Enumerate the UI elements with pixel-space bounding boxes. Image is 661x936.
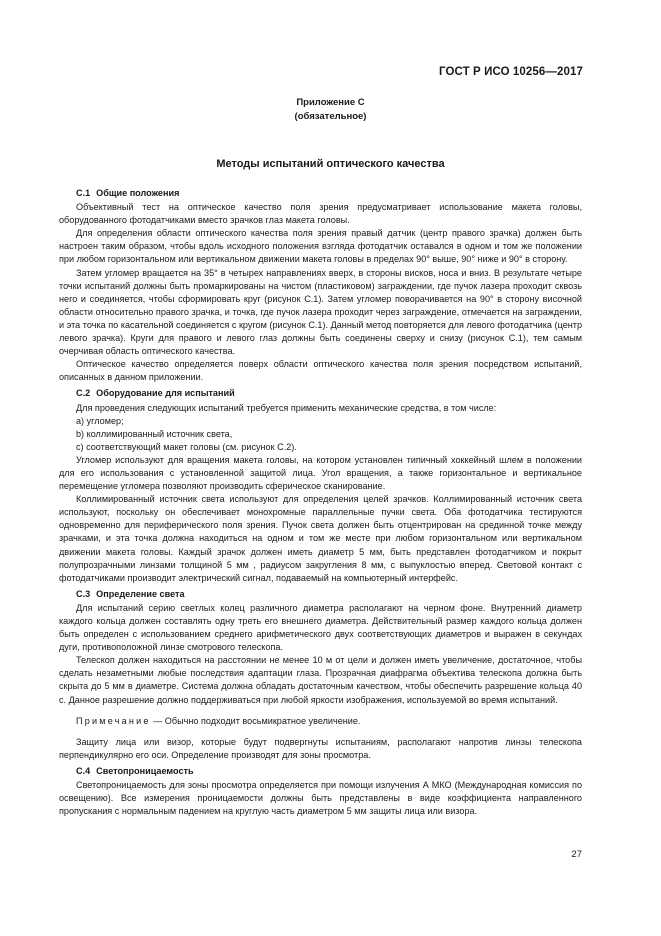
paragraph: Для испытаний серию светлых колец различного диаметра располагают на черном фоне. Внутренний диаметр каждого кольца должен составлять одну треть его внешнего диаметра. Действительный размер каждого кольца должен быть определен с использованием среднего арифметического двух соответствующих диаметров и выражен в секундах дуги, противоположной линзе смотрового телескопа. bbox=[59, 602, 582, 653]
section-number: С.2 bbox=[76, 388, 91, 399]
paragraph: Для проведения следующих испытаний требуется применить механические средства, в том числе: bbox=[76, 402, 497, 413]
section-number: С.4 bbox=[76, 765, 91, 776]
paragraph: Защиту лица или визор, которые будут подвергнуты испытаниям, располагают напротив линзы телескопа перпендикулярно его оси. Определение производят для зоны просмотра. bbox=[59, 736, 582, 760]
paragraph: Затем угломер вращается на 35° в четырех направлениях вверх, в стороны висков, носа и вниз. В результате четыре точки испытаний должны быть промаркированы на чистом (пластиковом) заграждении, где пучок лазера проходит сквозь него и соединяется, чтобы сформировать круг (рисунок С.1). Затем угломер поворачивается на 90° в сторону височной области относительно правого зрачка, и точка, где пучок лазера проходит через заграждение, отмечается на заграждении, и эта точка по касательной соединяется с кругом (рисунок С.1). Данный метод повторяется для левого фотодатчика (центр левого зрачка). Круги для правого и левого глаз должны быть соединены сверху и снизу (рисунок С.1), тем самым очерчивая область оптического качества. bbox=[59, 267, 582, 357]
section-number: С.1 bbox=[76, 188, 91, 198]
list-item: b) коллимированный источник света, bbox=[76, 428, 233, 439]
paragraph: Угломер используют для вращения макета головы, на котором установлен типичный хоккейный шлем в положении для его использования с установленной защитой лица. Угол вращения, а также горизонтальное и вертикальное перемещение угломера позволяют производить сферическое сканирование. bbox=[59, 454, 582, 492]
section-heading-c1 bbox=[59, 187, 582, 200]
paragraph: Телескоп должен находиться на расстоянии не менее 10 м от цели и должен иметь увеличение, достаточное, чтобы сделать незаметными любые последствия адаптации глаза. Прозрачная диафрагма объектива телескопа должна быть скрыта до 5 мм в диаметре. Система должна обладать достаточным качеством, чтобы обеспечить разрешение кольца 40 с. Данное разрешение должно поддерживаться при любой яркости изображения, используемой во время испытаний. bbox=[59, 655, 582, 705]
section-title: Общие положения bbox=[96, 188, 180, 198]
appendix-status: (обязательное) bbox=[294, 111, 367, 122]
section-title: Определение света bbox=[96, 588, 185, 599]
paragraph: Коллимированный источник света используют для определения целей зрачков. Коллимированный источник света используют, поскольку он обеспечивает монохромные параллельные пучки света. Оба фотодатчика тестируются одновременно для периферического поля зрения. Пучок света должен быть отцентрирован на срединной точке между зрачками, и эта точка должна находиться на одном и том же месте при любом горизонтальном или вертикальном движении макета головы. Каждый зрачок должен иметь диаметр 5 мм, быть представлен фотодатчиком и покрыт полупрозрачными линзами толщиной 5 мм , радиусом закругления 8 мм, с выпуклостью вперед. Световой контакт с фотодатчиками производит электрический сигнал, подаваемый на компьютерный интерфейс. bbox=[59, 494, 582, 583]
section-title: Оборудование для испытаний bbox=[96, 388, 235, 399]
section-heading-c2 bbox=[59, 387, 582, 400]
appendix-heading bbox=[0, 96, 661, 124]
section-heading-c4 bbox=[59, 765, 582, 778]
section-title: Светопроницаемость bbox=[96, 765, 194, 776]
page-number: 27 bbox=[571, 849, 582, 860]
note-text: — Обычно подходит восьмикратное увеличение. bbox=[150, 715, 361, 726]
note-label: Примечание bbox=[76, 715, 151, 726]
paragraph: Объективный тест на оптическое качество поля зрения предусматривает использование макета головы, оборудованного фотодатчиками вместо зрачков глаз макета головы. bbox=[59, 202, 582, 226]
paragraph: Светопроницаемость для зоны просмотра определяется при помощи излучения А МКО (Международная комиссия по освещению). Все измерения проницаемости должны быть представлены в виде коэффициента направленного пропускания с нормальным падением на круглую часть диаметром 5 мм защиты лица или визора. bbox=[59, 780, 582, 817]
standard-header: ГОСТ Р ИСО 10256—2017 bbox=[438, 66, 583, 78]
section-heading-c3 bbox=[59, 588, 582, 601]
paragraph: Для определения области оптического качества поля зрения правый датчик (центр правого зрачка) должен быть настроен таким образом, чтобы вдоль исходного положения взгляда фотодатчик оставался в одном и том же положении при любом горизонтальном или вертикальном движении макета головы в пределах 90° выше, 90° ниже и 90° в сторону. bbox=[59, 228, 582, 265]
appendix-label: Приложение С bbox=[296, 97, 365, 108]
paragraph: Оптическое качество определяется поверх области оптического качества поля зрения посредством испытаний, описанных в данном приложении. bbox=[59, 359, 582, 383]
note bbox=[59, 715, 582, 728]
list-item: a) угломер; bbox=[76, 415, 124, 426]
page-title: Методы испытаний оптического качества bbox=[216, 158, 445, 170]
section-number: С.3 bbox=[76, 588, 91, 599]
list-item: c) соответствующий макет головы (см. рисунок С.2). bbox=[76, 441, 297, 452]
document-body bbox=[59, 184, 582, 818]
